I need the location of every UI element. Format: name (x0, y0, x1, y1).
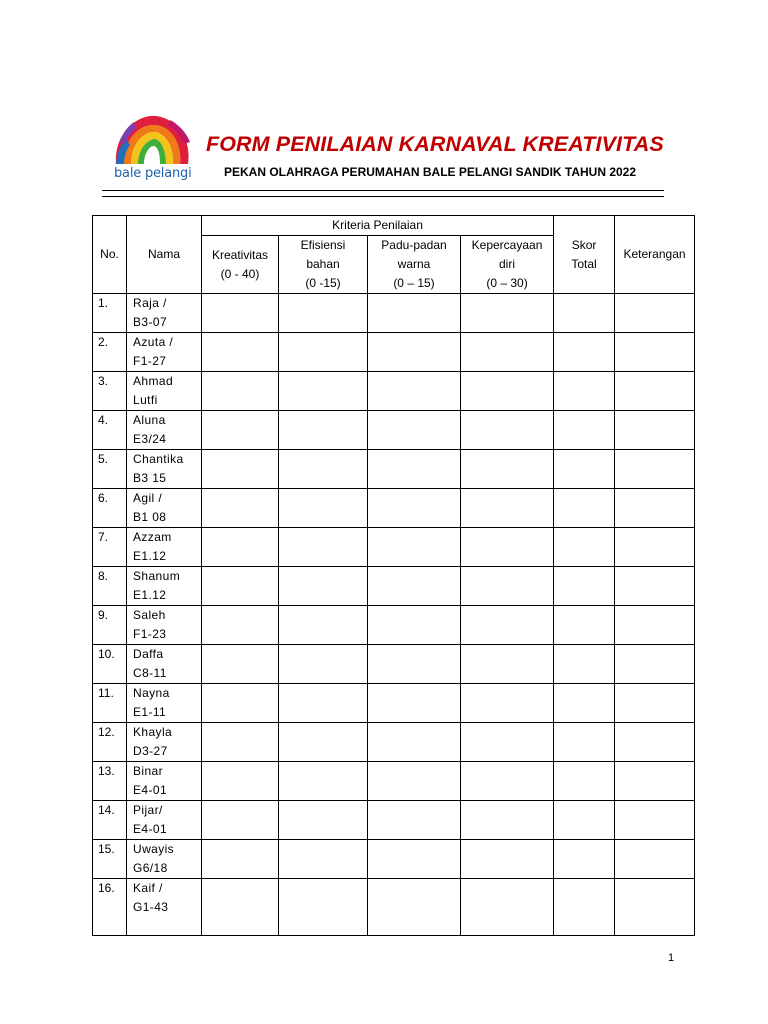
keterangan-cell[interactable] (615, 723, 695, 762)
table-row (93, 489, 695, 528)
score-efisiensi[interactable] (279, 723, 368, 762)
score-total[interactable] (554, 333, 615, 372)
form-title: FORM PENILAIAN KARNAVAL KREATIVITAS (206, 132, 664, 156)
header-criteria-group: Kriteria Penilaian (202, 216, 554, 236)
score-efisiensi[interactable] (279, 684, 368, 723)
score-padu-padan[interactable] (368, 762, 461, 801)
table-row (93, 684, 695, 723)
score-total[interactable] (554, 684, 615, 723)
score-kepercayaan[interactable] (461, 645, 554, 684)
score-padu-padan[interactable] (368, 450, 461, 489)
score-efisiensi[interactable] (279, 333, 368, 372)
criterion-label: Padu-padan warna (381, 238, 447, 271)
score-kepercayaan[interactable] (461, 801, 554, 840)
criterion-label: Kepercayaan diri (471, 238, 543, 271)
header-divider-thick (102, 196, 664, 197)
participant-name: Shanum E1.12 (127, 567, 202, 606)
keterangan-cell[interactable] (615, 294, 695, 333)
score-kepercayaan[interactable] (461, 528, 554, 567)
score-kreativitas[interactable] (202, 606, 279, 645)
score-kreativitas[interactable] (202, 840, 279, 879)
header-keterangan: Keterangan (615, 216, 695, 294)
criterion-range: (0 – 15) (393, 276, 435, 290)
score-padu-padan[interactable] (368, 645, 461, 684)
row-number: 12. (93, 723, 127, 762)
score-padu-padan[interactable] (368, 684, 461, 723)
score-total[interactable] (554, 372, 615, 411)
score-kreativitas[interactable] (202, 489, 279, 528)
row-number: 9. (93, 606, 127, 645)
score-kreativitas[interactable] (202, 528, 279, 567)
keterangan-cell[interactable] (615, 567, 695, 606)
form-subtitle: PEKAN OLAHRAGA PERUMAHAN BALE PELANGI SANDIK TAHUN 2022 (224, 165, 637, 179)
score-padu-padan[interactable] (368, 528, 461, 567)
score-total[interactable] (554, 879, 615, 936)
table-row (93, 567, 695, 606)
score-total[interactable] (554, 606, 615, 645)
score-kreativitas[interactable] (202, 411, 279, 450)
row-number: 8. (93, 567, 127, 606)
participant-name: Azzam E1.12 (127, 528, 202, 567)
score-padu-padan[interactable] (368, 489, 461, 528)
score-total[interactable] (554, 801, 615, 840)
row-number: 13. (93, 762, 127, 801)
header-skor-total: Skor Total (554, 216, 615, 294)
score-kreativitas[interactable] (202, 801, 279, 840)
score-efisiensi[interactable] (279, 840, 368, 879)
participant-name: Raja / B3-07 (127, 294, 202, 333)
page-number: 1 (668, 952, 675, 964)
score-total[interactable] (554, 411, 615, 450)
score-total[interactable] (554, 489, 615, 528)
criterion-label: Kreativitas (211, 247, 269, 262)
score-kepercayaan[interactable] (461, 567, 554, 606)
keterangan-cell[interactable] (615, 645, 695, 684)
keterangan-cell[interactable] (615, 606, 695, 645)
score-efisiensi[interactable] (279, 411, 368, 450)
table-row (93, 294, 695, 333)
score-efisiensi[interactable] (279, 567, 368, 606)
table-row (93, 645, 695, 684)
score-padu-padan[interactable] (368, 411, 461, 450)
keterangan-cell[interactable] (615, 840, 695, 879)
header-criterion-kreativitas (202, 236, 279, 294)
score-kepercayaan[interactable] (461, 333, 554, 372)
score-total[interactable] (554, 723, 615, 762)
table-row (93, 528, 695, 567)
score-total[interactable] (554, 450, 615, 489)
row-number: 15. (93, 840, 127, 879)
criterion-range: (0 - 40) (220, 266, 260, 281)
table-row (93, 450, 695, 489)
participant-name: Saleh F1-23 (127, 606, 202, 645)
score-efisiensi[interactable] (279, 450, 368, 489)
row-number: 7. (93, 528, 127, 567)
table-row (93, 762, 695, 801)
score-efisiensi[interactable] (279, 489, 368, 528)
header-criterion-efisiensi (279, 236, 368, 294)
score-kreativitas[interactable] (202, 372, 279, 411)
score-kepercayaan[interactable] (461, 450, 554, 489)
score-padu-padan[interactable] (368, 606, 461, 645)
score-padu-padan[interactable] (368, 294, 461, 333)
participant-name: Aluna E3/24 (127, 411, 202, 450)
logo-text: bale pelangi (114, 166, 192, 181)
participant-name: Agil / B1 08 (127, 489, 202, 528)
header-criterion-kepercayaan (461, 236, 554, 294)
score-kreativitas[interactable] (202, 450, 279, 489)
score-kepercayaan[interactable] (461, 723, 554, 762)
table-row (93, 606, 695, 645)
score-total[interactable] (554, 645, 615, 684)
keterangan-cell[interactable] (615, 762, 695, 801)
header-no: No. (93, 216, 127, 294)
row-number: 6. (93, 489, 127, 528)
header-nama: Nama (127, 216, 202, 294)
score-padu-padan[interactable] (368, 801, 461, 840)
score-kreativitas[interactable] (202, 294, 279, 333)
table-row (93, 411, 695, 450)
keterangan-cell[interactable] (615, 879, 695, 936)
header-divider-thin (102, 190, 664, 191)
score-kreativitas[interactable] (202, 762, 279, 801)
score-kepercayaan[interactable] (461, 489, 554, 528)
score-kreativitas[interactable] (202, 645, 279, 684)
participant-name: Binar E4-01 (127, 762, 202, 801)
keterangan-cell[interactable] (615, 528, 695, 567)
keterangan-cell[interactable] (615, 801, 695, 840)
header-criterion-padu-padan (368, 236, 461, 294)
row-number: 2. (93, 333, 127, 372)
row-number: 5. (93, 450, 127, 489)
score-padu-padan[interactable] (368, 567, 461, 606)
participant-name: Chantika B3 15 (127, 450, 202, 489)
participant-name: Pijar/ E4-01 (127, 801, 202, 840)
score-padu-padan[interactable] (368, 840, 461, 879)
participant-name: Daffa C8-11 (127, 645, 202, 684)
score-efisiensi[interactable] (279, 372, 368, 411)
score-total[interactable] (554, 294, 615, 333)
row-number: 1. (93, 294, 127, 333)
score-efisiensi[interactable] (279, 606, 368, 645)
keterangan-cell[interactable] (615, 333, 695, 372)
score-kepercayaan[interactable] (461, 606, 554, 645)
keterangan-cell[interactable] (615, 372, 695, 411)
table-row (93, 372, 695, 411)
row-number: 10. (93, 645, 127, 684)
score-efisiensi[interactable] (279, 879, 368, 936)
score-efisiensi[interactable] (279, 528, 368, 567)
score-total[interactable] (554, 762, 615, 801)
score-kreativitas[interactable] (202, 723, 279, 762)
keterangan-cell[interactable] (615, 489, 695, 528)
table-row (93, 879, 695, 936)
score-kreativitas[interactable] (202, 567, 279, 606)
keterangan-cell[interactable] (615, 450, 695, 489)
row-number: 14. (93, 801, 127, 840)
score-efisiensi[interactable] (279, 294, 368, 333)
header (108, 112, 668, 192)
score-kepercayaan[interactable] (461, 762, 554, 801)
score-padu-padan[interactable] (368, 723, 461, 762)
score-padu-padan[interactable] (368, 879, 461, 936)
participant-name: Nayna E1-11 (127, 684, 202, 723)
score-efisiensi[interactable] (279, 762, 368, 801)
score-kepercayaan[interactable] (461, 840, 554, 879)
score-efisiensi[interactable] (279, 645, 368, 684)
participant-name: Uwayis G6/18 (127, 840, 202, 879)
row-number: 16. (93, 879, 127, 936)
participant-name: Khayla D3-27 (127, 723, 202, 762)
score-efisiensi[interactable] (279, 801, 368, 840)
table-row (93, 333, 695, 372)
score-padu-padan[interactable] (368, 333, 461, 372)
participant-name: Kaif / G1-43 (127, 879, 202, 936)
row-number: 4. (93, 411, 127, 450)
score-kreativitas[interactable] (202, 879, 279, 936)
criterion-range: (0 -15) (305, 276, 341, 290)
score-total[interactable] (554, 528, 615, 567)
table-row (93, 840, 695, 879)
table-row (93, 723, 695, 762)
score-kepercayaan[interactable] (461, 411, 554, 450)
participant-name: Ahmad Lutfi (127, 372, 202, 411)
bale-pelangi-logo (108, 112, 196, 184)
row-number: 11. (93, 684, 127, 723)
score-total[interactable] (554, 840, 615, 879)
score-kreativitas[interactable] (202, 333, 279, 372)
criterion-label: Efisiensi bahan (300, 238, 346, 271)
score-kepercayaan[interactable] (461, 294, 554, 333)
score-kepercayaan[interactable] (461, 372, 554, 411)
score-kreativitas[interactable] (202, 684, 279, 723)
assessment-table (92, 215, 695, 936)
score-kepercayaan[interactable] (461, 684, 554, 723)
criterion-range: (0 – 30) (486, 276, 528, 290)
score-total[interactable] (554, 567, 615, 606)
score-padu-padan[interactable] (368, 372, 461, 411)
table-row (93, 801, 695, 840)
row-number: 3. (93, 372, 127, 411)
keterangan-cell[interactable] (615, 684, 695, 723)
participant-name: Azuta / F1-27 (127, 333, 202, 372)
score-kepercayaan[interactable] (461, 879, 554, 936)
keterangan-cell[interactable] (615, 411, 695, 450)
